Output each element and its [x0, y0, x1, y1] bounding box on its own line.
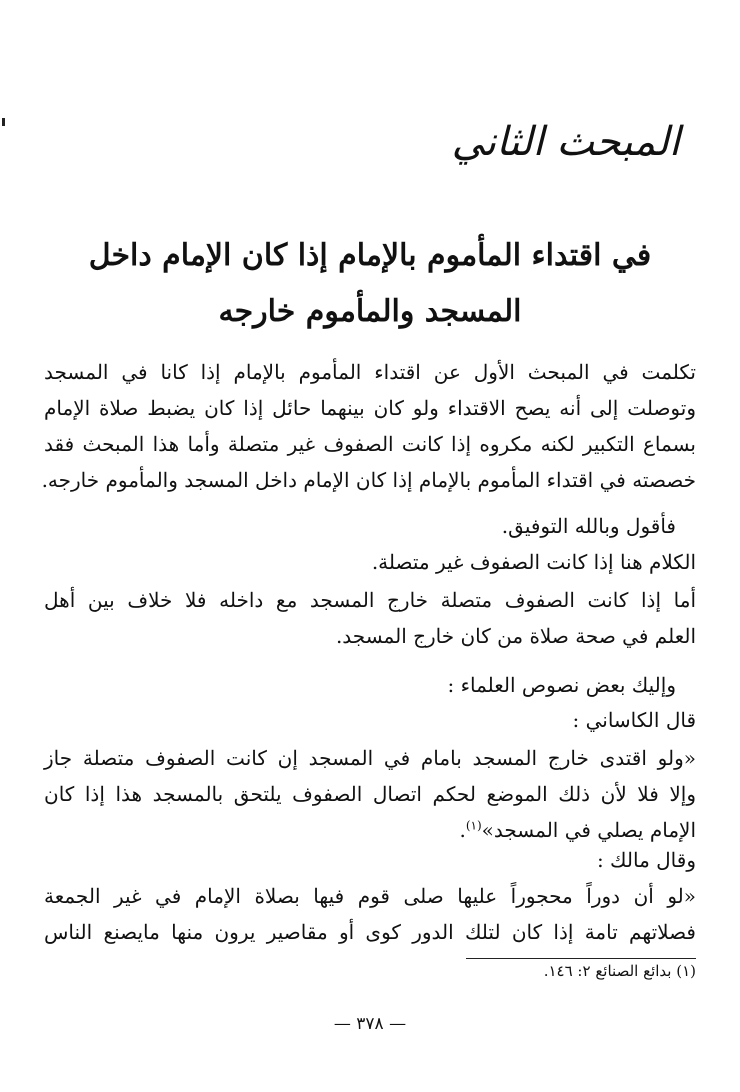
chapter-title-line-1: في اقتداء المأموم بالإمام إذا كان الإمام داخل — [88, 238, 652, 273]
connected-line-2: العلم في صحة صلاة من كان خارج المسجد. — [335, 624, 696, 648]
kasani-quote-text: الإمام يصلي في المسجد» — [481, 818, 696, 842]
intro-line-3: بسماع التكبير لكنه مكروه إذا كانت الصفوف غير متصلة وأما هذا المبحث فقد — [44, 432, 696, 456]
footnote: (١) بدائع الصنائع ٢: ١٤٦. — [543, 962, 696, 980]
section-heading: المبحث الثاني — [451, 119, 680, 165]
page-number: — ٣٧٨ — — [333, 1014, 407, 1034]
texts-intro-line: وإليك بعض نصوص العلماء : — [447, 673, 676, 697]
intro-line-4: خصصته في اقتداء المأموم بالإمام إذا كان الإمام داخل المسجد والمأموم خارجه. — [41, 468, 696, 492]
kasani-quote-period: . — [459, 818, 466, 842]
chapter-title-line-2: المسجد والمأموم خارجه — [218, 294, 522, 329]
kasani-quote-line-3 — [44, 818, 696, 842]
kasani-label: قال الكاساني : — [572, 708, 696, 732]
kasani-quote-line-2: وإلا فلا لأن ذلك الموضع لحكم اتصال الصفوف يلتحق بالمسجد هذا إذا كان — [44, 782, 696, 806]
statement-line: الكلام هنا إذا كانت الصفوف غير متصلة. — [371, 550, 696, 574]
footnote-reference: (١) — [465, 818, 482, 833]
malik-quote-line-1: «لو أن دوراً محجوراً عليها صلى قوم فيها بصلاة الإمام في غير الجمعة — [44, 884, 696, 908]
connected-line-1: أما إذا كانت الصفوف متصلة خارج المسجد مع داخله فلا خلاف بين أهل — [44, 588, 696, 612]
margin-mark — [2, 118, 5, 126]
footnote-divider — [466, 958, 696, 959]
malik-quote-line-2: فصلاتهم تامة إذا كان لتلك الدور كوى أو مقاصير يرون منها مايصنع الناس — [44, 920, 696, 944]
opening-line: فأقول وبالله التوفيق. — [501, 514, 676, 538]
malik-label: وقال مالك : — [596, 848, 696, 872]
intro-line-2: وتوصلت إلى أنه يصح الاقتداء ولو كان بينهما حائل إذا كان يضبط صلاة الإمام — [44, 396, 696, 420]
kasani-quote-line-1: «ولو اقتدى خارج المسجد بامام في المسجد إن كانت الصفوف متصلة جاز — [44, 746, 696, 770]
intro-line-1: تكلمت في المبحث الأول عن اقتداء المأموم بالإمام إذا كانا في المسجد — [44, 360, 696, 384]
